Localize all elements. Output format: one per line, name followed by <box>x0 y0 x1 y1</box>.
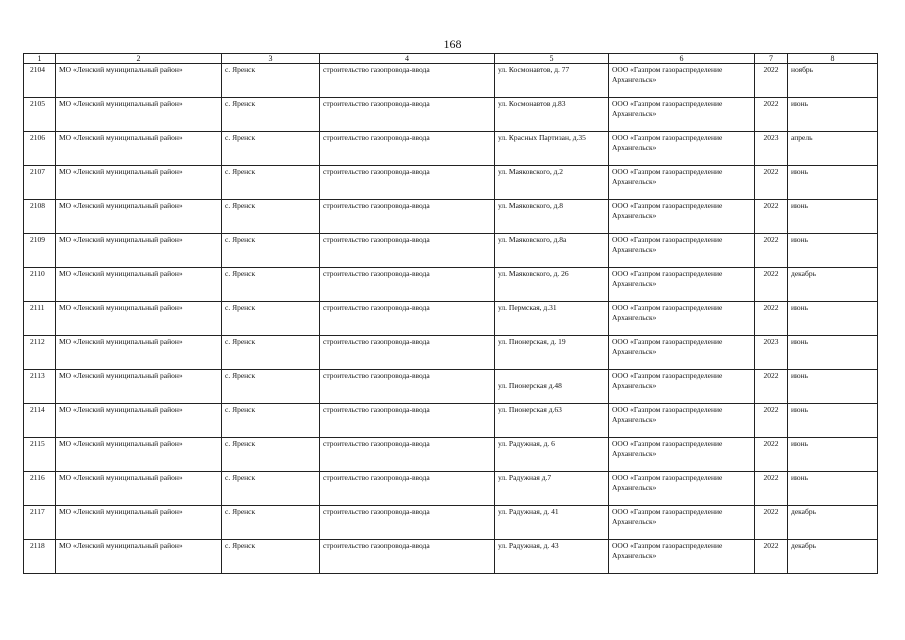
organization-line1: ООО «Газпром газораспределение <box>612 507 723 516</box>
row-number-cell: 2108 <box>24 200 56 234</box>
table-row <box>24 234 878 268</box>
organization-line2: Архангельск» <box>612 381 657 390</box>
row-number-cell: 2113 <box>24 370 56 404</box>
settlement-cell: с. Яренск <box>222 234 320 268</box>
work-type-cell: строительство газопровода-ввода <box>320 404 495 438</box>
address-text: ул. Маяковского, д.8 <box>498 201 564 210</box>
organization-line2: Архангельск» <box>612 483 657 492</box>
address-text: ул. Космонавтов д.83 <box>498 99 566 108</box>
organization-line1: ООО «Газпром газораспределение <box>612 269 723 278</box>
organization-cell <box>609 98 755 132</box>
organization-line2: Архангельск» <box>612 415 657 424</box>
settlement-cell: с. Яренск <box>222 132 320 166</box>
organization-cell <box>609 64 755 98</box>
column-number: 5 <box>495 54 609 64</box>
table-row <box>24 506 878 540</box>
organization-line2: Архангельск» <box>612 551 657 560</box>
table-row <box>24 268 878 302</box>
row-number-cell: 2105 <box>24 98 56 132</box>
row-number-cell: 2111 <box>24 302 56 336</box>
municipality-cell: МО «Ленский муниципальный район» <box>56 302 222 336</box>
address-text: ул. Пионерская д.63 <box>498 405 562 414</box>
organization-cell <box>609 540 755 574</box>
year-cell: 2022 <box>755 234 788 268</box>
settlement-cell: с. Яренск <box>222 336 320 370</box>
organization-cell <box>609 506 755 540</box>
settlement-cell: с. Яренск <box>222 506 320 540</box>
table-row <box>24 64 878 98</box>
municipality-cell: МО «Ленский муниципальный район» <box>56 268 222 302</box>
year-cell: 2022 <box>755 268 788 302</box>
municipality-cell: МО «Ленский муниципальный район» <box>56 166 222 200</box>
organization-cell <box>609 200 755 234</box>
organization-line2: Архангельск» <box>612 75 657 84</box>
address-cell <box>495 64 609 98</box>
work-type-cell: строительство газопровода-ввода <box>320 370 495 404</box>
municipality-cell: МО «Ленский муниципальный район» <box>56 336 222 370</box>
table-row <box>24 404 878 438</box>
month-cell: июнь <box>788 302 878 336</box>
month-cell: июнь <box>788 200 878 234</box>
address-text: ул. Радужная, д. 41 <box>498 507 559 516</box>
table-row <box>24 540 878 574</box>
municipality-cell: МО «Ленский муниципальный район» <box>56 540 222 574</box>
municipality-cell: МО «Ленский муниципальный район» <box>56 98 222 132</box>
organization-cell <box>609 132 755 166</box>
address-text: ул. Маяковского, д.8а <box>498 235 567 244</box>
address-cell <box>495 438 609 472</box>
organization-line1: ООО «Газпром газораспределение <box>612 405 723 414</box>
row-number-cell: 2117 <box>24 506 56 540</box>
address-text: ул. Красных Партизан, д.35 <box>498 133 586 142</box>
work-type-cell: строительство газопровода-ввода <box>320 234 495 268</box>
municipality-cell: МО «Ленский муниципальный район» <box>56 370 222 404</box>
work-type-cell: строительство газопровода-ввода <box>320 438 495 472</box>
settlement-cell: с. Яренск <box>222 370 320 404</box>
address-cell <box>495 166 609 200</box>
year-cell: 2022 <box>755 166 788 200</box>
address-text: ул. Маяковского, д. 26 <box>498 269 569 278</box>
address-cell <box>495 200 609 234</box>
settlement-cell: с. Яренск <box>222 302 320 336</box>
settlement-cell: с. Яренск <box>222 438 320 472</box>
organization-cell <box>609 166 755 200</box>
organization-line2: Архангельск» <box>612 177 657 186</box>
address-text: ул. Пермская, д.31 <box>498 303 557 312</box>
row-number-cell: 2109 <box>24 234 56 268</box>
year-cell: 2022 <box>755 370 788 404</box>
table-row <box>24 438 878 472</box>
address-cell <box>495 132 609 166</box>
organization-line1: ООО «Газпром газораспределение <box>612 133 723 142</box>
settlement-cell: с. Яренск <box>222 64 320 98</box>
year-cell: 2023 <box>755 336 788 370</box>
address-cell <box>495 302 609 336</box>
address-text: ул. Маяковского, д.2 <box>498 167 564 176</box>
address-cell <box>495 472 609 506</box>
settlement-cell: с. Яренск <box>222 404 320 438</box>
address-cell <box>495 404 609 438</box>
row-number-cell: 2107 <box>24 166 56 200</box>
page-number: 168 <box>443 37 462 51</box>
work-type-cell: строительство газопровода-ввода <box>320 336 495 370</box>
address-cell <box>495 540 609 574</box>
organization-line1: ООО «Газпром газораспределение <box>612 337 723 346</box>
organization-line1: ООО «Газпром газораспределение <box>612 439 723 448</box>
address-text: ул. Радужная, д. 6 <box>498 439 555 448</box>
organization-line1: ООО «Газпром газораспределение <box>612 201 723 210</box>
table-row <box>24 166 878 200</box>
organization-line1: ООО «Газпром газораспределение <box>612 473 723 482</box>
municipality-cell: МО «Ленский муниципальный район» <box>56 200 222 234</box>
address-cell <box>495 336 609 370</box>
column-number: 1 <box>24 54 56 64</box>
address-cell <box>495 268 609 302</box>
column-number: 3 <box>222 54 320 64</box>
organization-cell <box>609 404 755 438</box>
month-cell: июнь <box>788 336 878 370</box>
month-cell: июнь <box>788 404 878 438</box>
work-type-cell: строительство газопровода-ввода <box>320 166 495 200</box>
month-cell: июнь <box>788 98 878 132</box>
row-number-cell: 2116 <box>24 472 56 506</box>
address-cell <box>495 234 609 268</box>
municipality-cell: МО «Ленский муниципальный район» <box>56 472 222 506</box>
year-cell: 2022 <box>755 98 788 132</box>
month-cell: июнь <box>788 370 878 404</box>
organization-line2: Архангельск» <box>612 109 657 118</box>
municipality-cell: МО «Ленский муниципальный район» <box>56 404 222 438</box>
month-cell: декабрь <box>788 268 878 302</box>
organization-cell <box>609 234 755 268</box>
row-number-cell: 2115 <box>24 438 56 472</box>
data-table <box>23 53 878 574</box>
column-number: 8 <box>788 54 878 64</box>
month-cell: июнь <box>788 472 878 506</box>
organization-line1: ООО «Газпром газораспределение <box>612 303 723 312</box>
address-text: ул. Радужная д.7 <box>498 473 552 482</box>
work-type-cell: строительство газопровода-ввода <box>320 268 495 302</box>
work-type-cell: строительство газопровода-ввода <box>320 200 495 234</box>
settlement-cell: с. Яренск <box>222 200 320 234</box>
table-row <box>24 336 878 370</box>
address-text: ул. Пионерская, д. 19 <box>498 337 566 346</box>
address-text: ул. Пионерская д.48 <box>498 381 562 390</box>
settlement-cell: с. Яренск <box>222 540 320 574</box>
work-type-cell: строительство газопровода-ввода <box>320 472 495 506</box>
month-cell: декабрь <box>788 540 878 574</box>
month-cell: апрель <box>788 132 878 166</box>
work-type-cell: строительство газопровода-ввода <box>320 132 495 166</box>
address-spacer <box>498 371 605 381</box>
row-number-cell: 2114 <box>24 404 56 438</box>
organization-line1: ООО «Газпром газораспределение <box>612 541 723 550</box>
year-cell: 2022 <box>755 506 788 540</box>
table-row <box>24 302 878 336</box>
organization-line1: ООО «Газпром газораспределение <box>612 65 723 74</box>
row-number-cell: 2118 <box>24 540 56 574</box>
address-cell <box>495 98 609 132</box>
municipality-cell: МО «Ленский муниципальный район» <box>56 64 222 98</box>
year-cell: 2022 <box>755 438 788 472</box>
row-number-cell: 2106 <box>24 132 56 166</box>
table-row <box>24 472 878 506</box>
year-cell: 2022 <box>755 302 788 336</box>
year-cell: 2023 <box>755 132 788 166</box>
organization-cell <box>609 370 755 404</box>
organization-cell <box>609 472 755 506</box>
work-type-cell: строительство газопровода-ввода <box>320 302 495 336</box>
organization-line1: ООО «Газпром газораспределение <box>612 371 723 380</box>
year-cell: 2022 <box>755 64 788 98</box>
address-cell <box>495 506 609 540</box>
organization-cell <box>609 302 755 336</box>
address-cell <box>495 370 609 404</box>
municipality-cell: МО «Ленский муниципальный район» <box>56 506 222 540</box>
table-row <box>24 200 878 234</box>
year-cell: 2022 <box>755 200 788 234</box>
table-row <box>24 98 878 132</box>
organization-line2: Архангельск» <box>612 143 657 152</box>
row-number-cell: 2110 <box>24 268 56 302</box>
organization-line2: Архангельск» <box>612 313 657 322</box>
settlement-cell: с. Яренск <box>222 166 320 200</box>
municipality-cell: МО «Ленский муниципальный район» <box>56 234 222 268</box>
address-text: ул. Радужная, д. 43 <box>498 541 559 550</box>
column-number: 4 <box>320 54 495 64</box>
settlement-cell: с. Яренск <box>222 268 320 302</box>
organization-cell <box>609 438 755 472</box>
column-number: 7 <box>755 54 788 64</box>
work-type-cell: строительство газопровода-ввода <box>320 506 495 540</box>
table-row <box>24 370 878 404</box>
column-number: 6 <box>609 54 755 64</box>
year-cell: 2022 <box>755 404 788 438</box>
organization-line2: Архангельск» <box>612 449 657 458</box>
month-cell: июнь <box>788 166 878 200</box>
work-type-cell: строительство газопровода-ввода <box>320 64 495 98</box>
row-number-cell: 2112 <box>24 336 56 370</box>
organization-line2: Архангельск» <box>612 245 657 254</box>
column-number: 2 <box>56 54 222 64</box>
year-cell: 2022 <box>755 472 788 506</box>
month-cell: июнь <box>788 438 878 472</box>
table-row <box>24 132 878 166</box>
organization-line2: Архангельск» <box>612 517 657 526</box>
work-type-cell: строительство газопровода-ввода <box>320 540 495 574</box>
organization-line1: ООО «Газпром газораспределение <box>612 167 723 176</box>
municipality-cell: МО «Ленский муниципальный район» <box>56 132 222 166</box>
organization-line2: Архангельск» <box>612 211 657 220</box>
column-number-row <box>24 54 878 64</box>
month-cell: декабрь <box>788 506 878 540</box>
month-cell: ноябрь <box>788 64 878 98</box>
organization-cell <box>609 268 755 302</box>
table-body <box>24 54 878 574</box>
work-type-cell: строительство газопровода-ввода <box>320 98 495 132</box>
organization-line2: Архангельск» <box>612 279 657 288</box>
organization-cell <box>609 336 755 370</box>
row-number-cell: 2104 <box>24 64 56 98</box>
organization-line2: Архангельск» <box>612 347 657 356</box>
organization-line1: ООО «Газпром газораспределение <box>612 99 723 108</box>
organization-line1: ООО «Газпром газораспределение <box>612 235 723 244</box>
municipality-cell: МО «Ленский муниципальный район» <box>56 438 222 472</box>
address-text: ул. Космонавтов, д. 77 <box>498 65 570 74</box>
settlement-cell: с. Яренск <box>222 472 320 506</box>
month-cell: июнь <box>788 234 878 268</box>
settlement-cell: с. Яренск <box>222 98 320 132</box>
year-cell: 2022 <box>755 540 788 574</box>
